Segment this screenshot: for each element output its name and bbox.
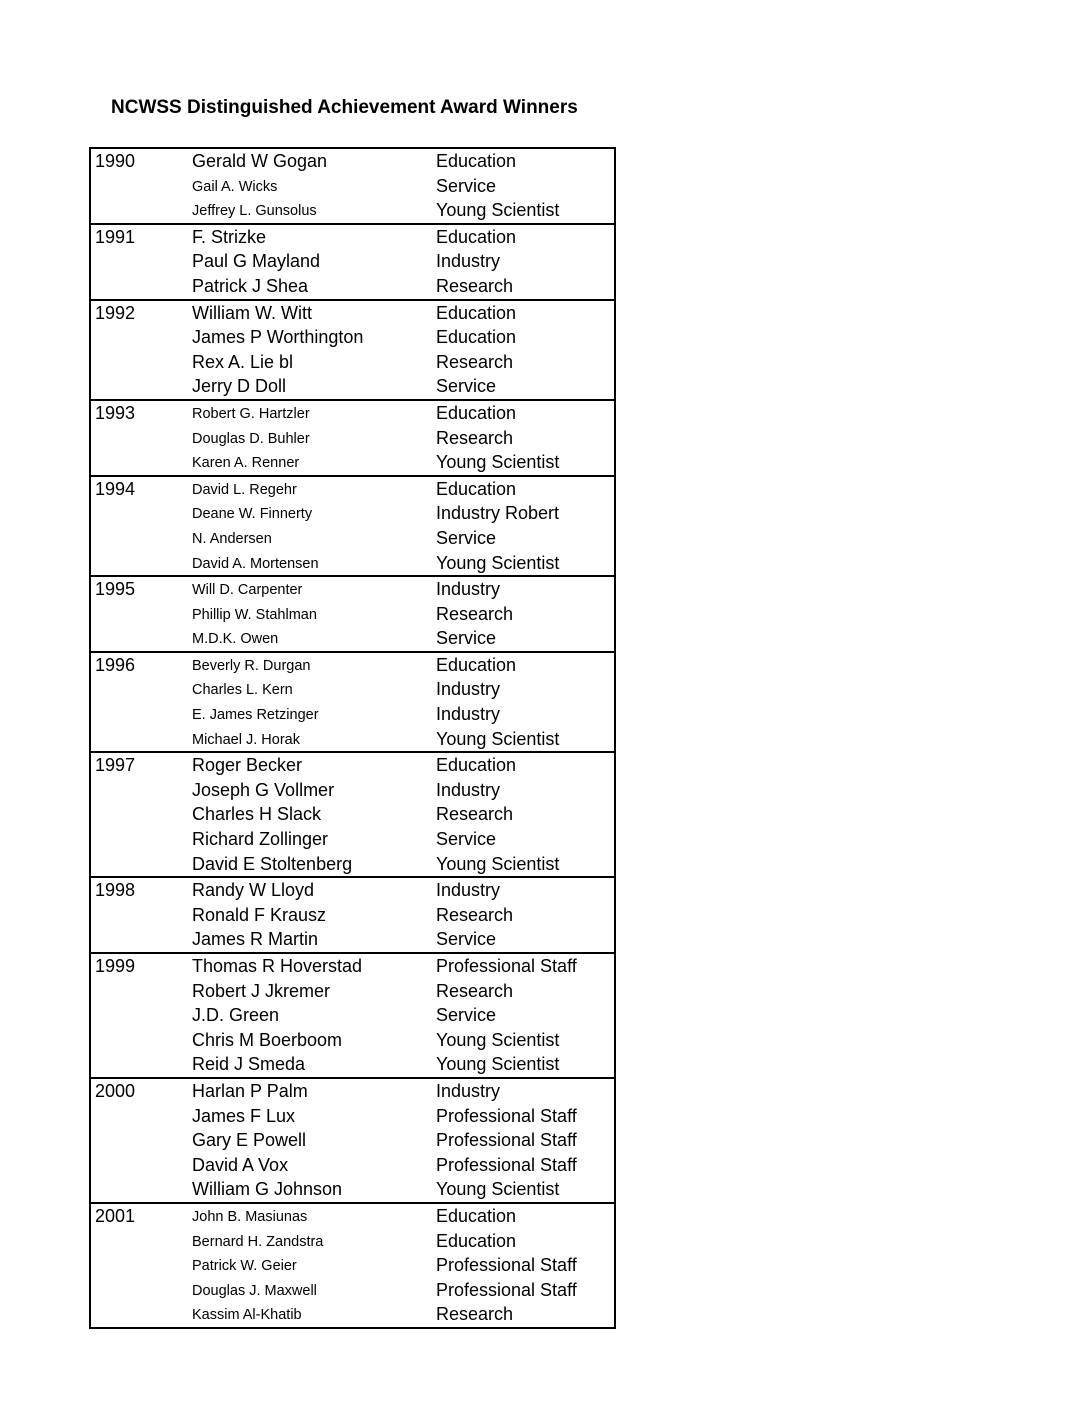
award-row — [91, 174, 614, 199]
award-row — [91, 526, 614, 551]
winner-name: Charles H Slack — [192, 804, 322, 825]
winner-name: Patrick J Shea — [192, 275, 309, 296]
year-group — [91, 651, 614, 751]
award-category: Industry — [436, 779, 501, 800]
award-category: Service — [436, 1005, 497, 1026]
award-category: Research — [436, 351, 514, 372]
award-row — [91, 225, 614, 250]
winner-name: Robert J Jkremer — [192, 980, 331, 1001]
award-row — [91, 450, 614, 475]
winner-name: Jerry D Doll — [192, 376, 287, 397]
winner-name: James F Lux — [192, 1105, 296, 1126]
award-row — [91, 301, 614, 326]
award-row — [91, 1104, 614, 1129]
award-row — [91, 1128, 614, 1153]
year-group — [91, 399, 614, 475]
winner-name: Rex A. Lie bl — [192, 351, 294, 372]
winner-name: Paul G Mayland — [192, 251, 321, 272]
winner-name: Richard Zollinger — [192, 829, 329, 850]
award-category: Service — [436, 527, 497, 548]
award-row — [91, 401, 614, 426]
award-category: Young Scientist — [436, 200, 560, 221]
award-row — [91, 426, 614, 451]
award-category: Industry Robert — [436, 503, 560, 524]
award-category: Young Scientist — [436, 853, 560, 874]
award-category: Service — [436, 376, 497, 397]
winner-name: Robert G. Hartzler — [192, 405, 310, 422]
winner-name: Michael J. Horak — [192, 731, 300, 748]
year-group — [91, 876, 614, 952]
winner-name: John B. Masiunas — [192, 1208, 308, 1225]
page-title: NCWSS Distinguished Achievement Award Winners — [111, 97, 578, 118]
award-category: Research — [436, 275, 514, 296]
award-category: Industry — [436, 880, 501, 901]
award-row — [91, 653, 614, 678]
award-row — [91, 274, 614, 299]
award-row — [91, 1229, 614, 1254]
award-row — [91, 702, 614, 727]
award-year: 1999 — [95, 956, 136, 976]
award-row — [91, 878, 614, 903]
award-category: Professional Staff — [436, 1130, 577, 1151]
award-row — [91, 374, 614, 399]
winner-name: M.D.K. Owen — [192, 631, 279, 648]
award-row — [91, 778, 614, 803]
award-row — [91, 577, 614, 602]
winner-name: Jeffrey L. Gunsolus — [192, 203, 317, 220]
award-category: Education — [436, 302, 517, 323]
award-row — [91, 827, 614, 852]
award-category: Education — [436, 478, 517, 499]
award-category: Service — [436, 929, 497, 950]
award-category: Education — [436, 1230, 517, 1251]
award-category: Research — [436, 980, 514, 1001]
winner-name: William W. Witt — [192, 302, 312, 323]
award-row — [91, 903, 614, 928]
award-category: Research — [436, 904, 514, 925]
year-group — [91, 751, 614, 876]
winner-name: J.D. Green — [192, 1005, 280, 1026]
award-category: Industry — [436, 579, 501, 600]
year-group — [91, 575, 614, 651]
award-category: Education — [436, 226, 517, 247]
award-year: 1993 — [95, 402, 136, 423]
winner-name: Kassim Al-Khatib — [192, 1307, 302, 1324]
winner-name: N. Andersen — [192, 530, 272, 547]
winner-name: E. James Retzinger — [192, 707, 319, 724]
award-category: Industry — [436, 251, 501, 272]
award-row — [91, 350, 614, 375]
year-group — [91, 299, 614, 399]
winner-name: Gail A. Wicks — [192, 178, 278, 195]
award-row — [91, 325, 614, 350]
award-year: 1997 — [95, 755, 136, 776]
award-category: Young Scientist — [436, 452, 560, 473]
award-category: Research — [436, 1304, 514, 1325]
winner-name: Roger Becker — [192, 755, 303, 776]
winner-name: David A. Mortensen — [192, 555, 319, 572]
award-row — [91, 1052, 614, 1077]
award-category: Education — [436, 327, 517, 348]
award-row — [91, 802, 614, 827]
award-row — [91, 501, 614, 526]
winner-name: Phillip W. Stahlman — [192, 606, 317, 623]
award-category: Young Scientist — [436, 1054, 560, 1075]
awards-table — [89, 147, 616, 1329]
winner-name: Douglas D. Buhler — [192, 430, 310, 447]
winner-name: David L. Regehr — [192, 481, 297, 498]
winner-name: Joseph G Vollmer — [192, 779, 335, 800]
winner-name: Patrick W. Geier — [192, 1258, 297, 1275]
winner-name: Chris M Boerboom — [192, 1029, 343, 1050]
award-category: Education — [436, 755, 517, 776]
year-group — [91, 223, 614, 299]
award-year: 1990 — [95, 151, 136, 171]
award-category: Professional Staff — [436, 1154, 577, 1175]
award-category: Education — [436, 151, 517, 171]
award-row — [91, 753, 614, 778]
winner-name: David A Vox — [192, 1154, 289, 1175]
award-row — [91, 149, 614, 174]
award-category: Industry — [436, 704, 501, 725]
winner-name: Will D. Carpenter — [192, 582, 303, 599]
award-year: 1995 — [95, 579, 136, 600]
year-group — [91, 475, 614, 575]
award-category: Service — [436, 829, 497, 850]
award-category: Service — [436, 628, 497, 649]
winner-name: William G Johnson — [192, 1179, 343, 1200]
winner-name: Thomas R Hoverstad — [192, 956, 363, 976]
award-category: Research — [436, 804, 514, 825]
award-year: 2000 — [95, 1080, 136, 1101]
winner-name: F. Strizke — [192, 226, 267, 247]
award-year: 1991 — [95, 226, 136, 247]
award-row — [91, 626, 614, 651]
award-category: Research — [436, 427, 514, 448]
award-row — [91, 1003, 614, 1028]
award-row — [91, 727, 614, 752]
award-row — [91, 852, 614, 877]
winner-name: Gary E Powell — [192, 1130, 307, 1151]
award-row — [91, 1204, 614, 1229]
year-group — [91, 1077, 614, 1202]
award-category: Service — [436, 175, 497, 196]
winner-name: Harlan P Palm — [192, 1080, 308, 1101]
winner-name: Karen A. Renner — [192, 455, 300, 472]
award-category: Young Scientist — [436, 1029, 560, 1050]
award-row — [91, 1253, 614, 1278]
award-category: Professional Staff — [436, 1105, 577, 1126]
award-category: Education — [436, 402, 517, 423]
award-category: Industry — [436, 679, 501, 700]
award-row — [91, 979, 614, 1004]
award-category: Professional Staff — [436, 1255, 577, 1276]
award-year: 1998 — [95, 880, 136, 901]
winner-name: David E Stoltenberg — [192, 853, 353, 874]
winner-name: Charles L. Kern — [192, 682, 293, 699]
award-category: Professional Staff — [436, 1279, 577, 1300]
award-row — [91, 1278, 614, 1303]
award-year: 1994 — [95, 478, 136, 499]
award-category: Young Scientist — [436, 1179, 560, 1200]
year-group — [91, 149, 614, 223]
winner-name: Douglas J. Maxwell — [192, 1282, 317, 1299]
award-row — [91, 602, 614, 627]
award-year: 1996 — [95, 654, 136, 675]
winner-name: Randy W Lloyd — [192, 880, 315, 901]
award-category: Education — [436, 1205, 517, 1226]
award-row — [91, 927, 614, 952]
award-row — [91, 249, 614, 274]
winner-name: Reid J Smeda — [192, 1054, 306, 1075]
award-row — [91, 477, 614, 502]
award-category: Young Scientist — [436, 728, 560, 749]
award-row — [91, 198, 614, 223]
year-group — [91, 1202, 614, 1327]
award-row — [91, 1177, 614, 1202]
winner-name: Ronald F Krausz — [192, 904, 327, 925]
award-row — [91, 1028, 614, 1053]
winner-name: Beverly R. Durgan — [192, 657, 311, 674]
award-row — [91, 1153, 614, 1178]
award-category: Research — [436, 603, 514, 624]
award-row — [91, 551, 614, 576]
award-row — [91, 1302, 614, 1327]
winner-name: James R Martin — [192, 929, 319, 950]
year-group — [91, 952, 614, 1077]
winner-name: Bernard H. Zandstra — [192, 1233, 324, 1250]
award-row — [91, 954, 614, 979]
award-row — [91, 1079, 614, 1104]
award-row — [91, 677, 614, 702]
award-year: 2001 — [95, 1205, 136, 1226]
winner-name: Deane W. Finnerty — [192, 506, 313, 523]
award-category: Education — [436, 654, 517, 675]
award-year: 1992 — [95, 302, 136, 323]
award-category: Industry — [436, 1080, 501, 1101]
winner-name: James P Worthington — [192, 327, 364, 348]
winner-name: Gerald W Gogan — [192, 151, 328, 171]
award-category: Young Scientist — [436, 552, 560, 573]
award-category: Professional Staff — [436, 956, 577, 976]
